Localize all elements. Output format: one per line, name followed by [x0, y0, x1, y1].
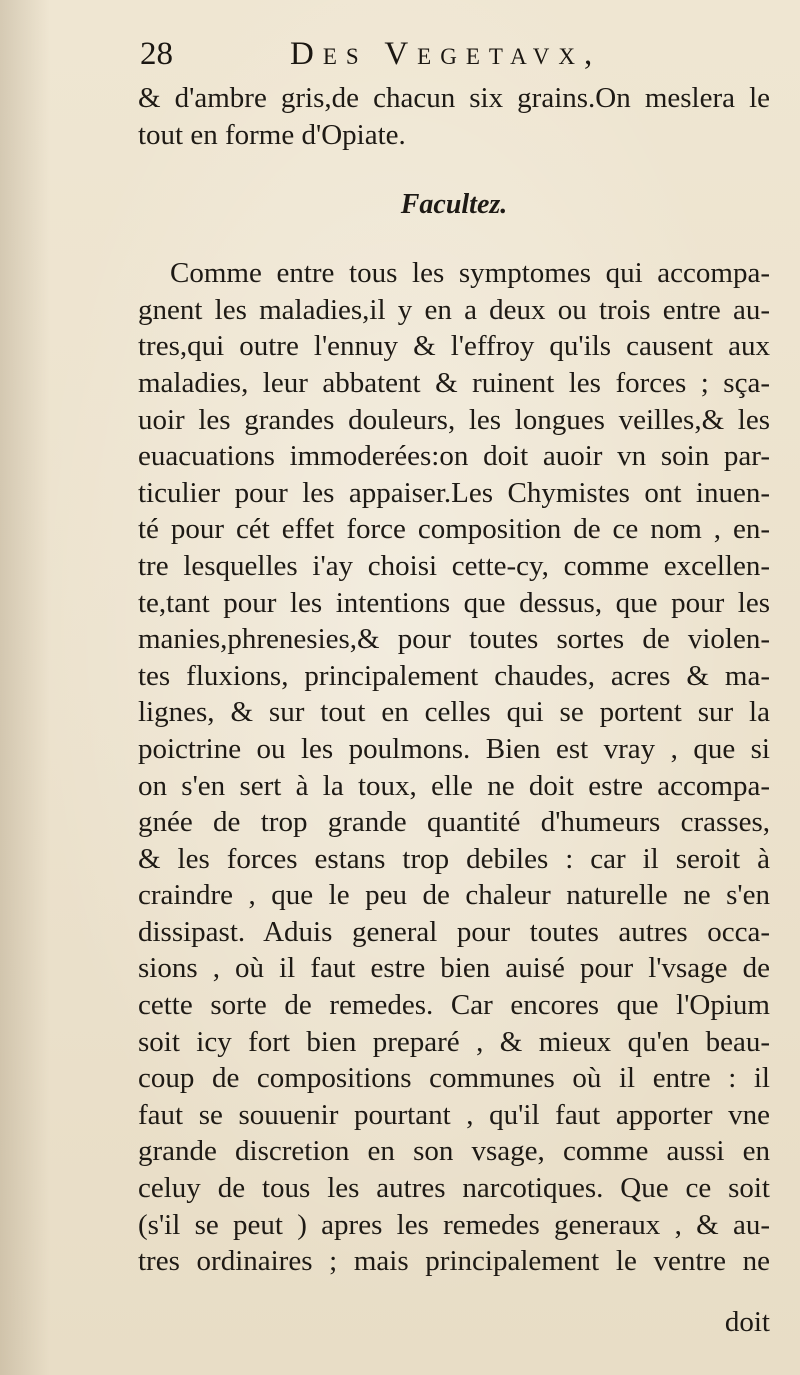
text-line: & les forces estans trop debiles : car il seroit à	[138, 842, 770, 875]
spacer	[138, 153, 770, 185]
binding-shadow	[0, 0, 50, 1375]
text-line: tres,qui outre l'ennuy & l'effroy qu'ils causent aux	[138, 330, 770, 363]
text-line: te,tant pour les intentions que dessus, que pour les	[138, 586, 770, 619]
text-line: manies,phrenesies,& pour toutes sortes de violen-	[138, 623, 770, 656]
text-line: sions , où il faut estre bien auisé pour l'vsage de	[138, 952, 770, 985]
text-line: lignes, & sur tout en celles qui se portent sur la	[138, 696, 770, 729]
spacer	[138, 225, 770, 255]
text-line: ticulier pour les appaiser.Les Chymistes ont inuen-	[138, 476, 770, 509]
text-line: tes fluxions, principalement chaudes, acres & ma-	[138, 659, 770, 692]
text-line: euacuations immoderées:on doit auoir vn soin par-	[138, 440, 770, 473]
text-line: gnée de trop grande quantité d'humeurs crasses,	[138, 806, 770, 839]
text-line: on s'en sert à la toux, elle ne doit estre accompa-	[138, 769, 770, 802]
catchword: doit	[724, 1306, 770, 1338]
text-line: té pour cét effet force composition de ce nom , en-	[138, 513, 770, 546]
section-heading: Facultez.	[400, 189, 508, 221]
text-line: & d'ambre gris,de chacun six grains.On meslera le	[138, 82, 770, 114]
text-line: cette sorte de remedes. Car encores que l'Opium	[138, 989, 770, 1022]
text-line: coup de compositions communes où il entre : il	[138, 1062, 770, 1095]
text-line: maladies, leur abbatent & ruinent les forces ; sça-	[138, 366, 770, 399]
text-line: soit icy fort bien preparé , & mieux qu'en beau-	[138, 1025, 770, 1058]
page-number: 28	[140, 36, 173, 72]
text-line: grande discretion en son vsage, comme aussi en	[138, 1135, 770, 1168]
text-line: Comme entre tous les symptomes qui accompa-	[170, 257, 770, 290]
text-line: uoir les grandes douleurs, les longues veilles,& les	[138, 403, 770, 436]
text-line: faut se souuenir pourtant , qu'il faut apporter vne	[138, 1098, 770, 1131]
text-line: tre lesquelles i'ay choisi cette-cy, comme excellen-	[138, 549, 770, 582]
text-line: celuy de tous les autres narcotiques. Que ce soit	[138, 1172, 770, 1205]
text-line: poictrine ou les poulmons. Bien est vray , que si	[138, 732, 770, 765]
text-line: tout en forme d'Opiate.	[138, 118, 406, 151]
text-line: dissipast. Aduis general pour toutes autres occa-	[138, 915, 770, 948]
page-body	[138, 80, 770, 1280]
text-line: craindre , que le peu de chaleur naturelle ne s'en	[138, 879, 770, 912]
text-line: gnent les maladies,il y en a deux ou trois entre au-	[138, 293, 770, 326]
text-line: tres ordinaires ; mais principalement le ventre ne	[138, 1245, 770, 1278]
book-title: Des Vegetavx,	[290, 36, 602, 72]
running-head	[140, 32, 650, 80]
text-line: (s'il se peut ) apres les remedes generaux , & au-	[138, 1208, 770, 1241]
